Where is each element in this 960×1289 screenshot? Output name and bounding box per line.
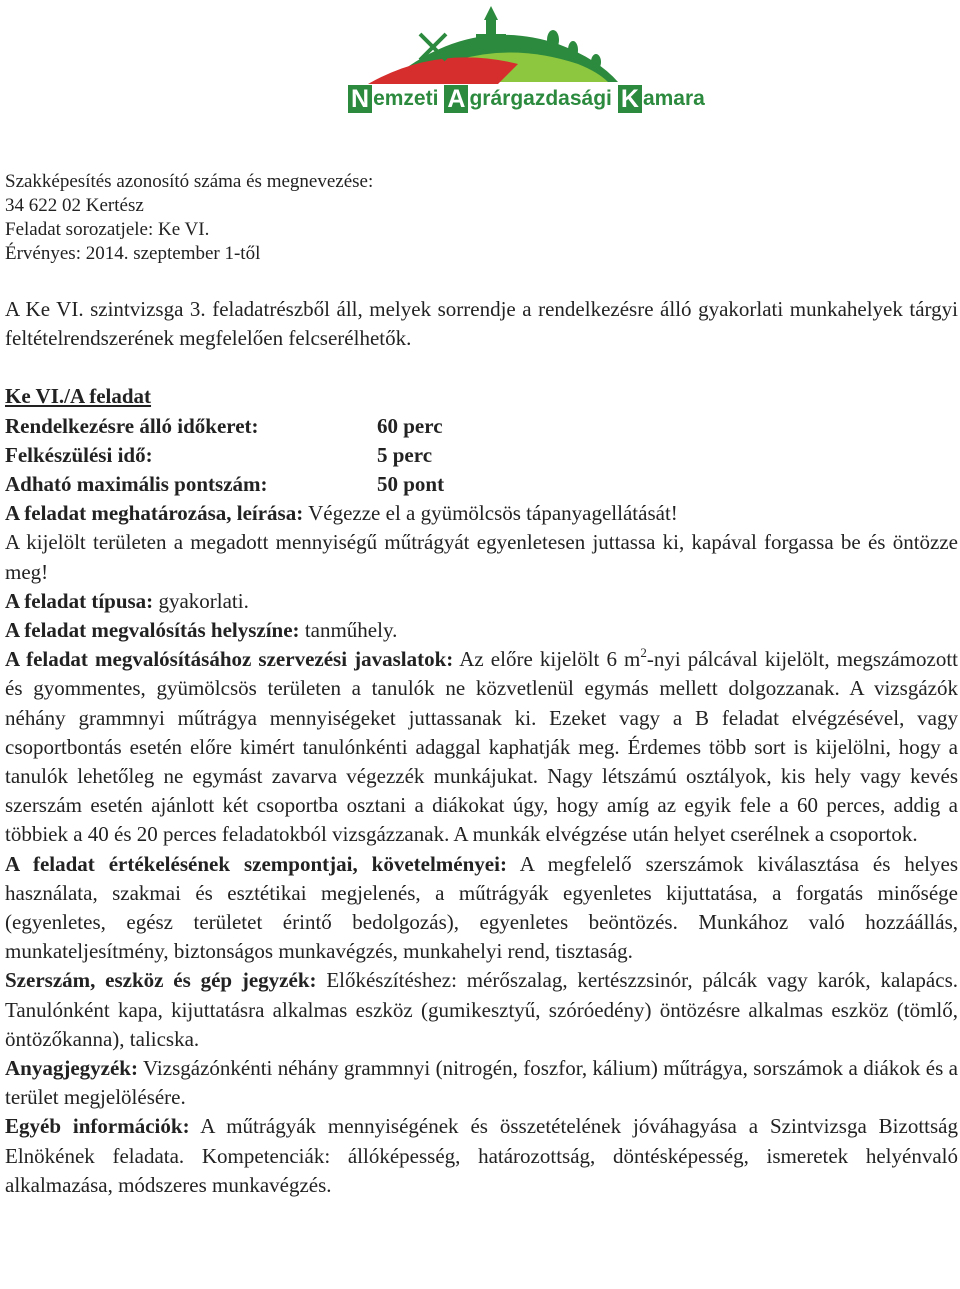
tools-label: Szerszám, eszköz és gép jegyzék: [5, 968, 317, 993]
task-title: Ke VI./A feladat [5, 384, 152, 409]
definition-text: Végezze el a gyümölcsös tápanyagellátását! [303, 501, 678, 526]
document-meta [5, 170, 373, 266]
logo-field-red [368, 57, 518, 84]
other-info-paragraph [5, 1112, 958, 1200]
other-info-text: A műtrágyák mennyiségének és összetételének jóváhagyása a Szintvizsga Bizottság Elnökének feladata. Kompetenciák: állóképesség, határozottság, döntésképesség, ismeretek helyénvaló alkalmazása, módszeres munkavégzés. [5, 1114, 958, 1197]
type-line [5, 587, 958, 616]
place-text: tanműhely. [299, 618, 398, 643]
intro-paragraph: A Ke VI. szintvizsga 3. feladatrészből áll, melyek sorrendje a rendelkezésre álló gyakorlati munkahelyek tárgyi feltételrendszerének megfelelően felcserélhetők. [5, 297, 958, 351]
document-body [5, 295, 958, 1200]
organization-text-b: -nyi pálcával kijelölt, megszámozott és gyommentes, gyümölcsös területen a tanulók ne közvetlenül egymás mellett dolgozzanak. A vizsgázók néhány grammnyi műtrágya mennyiségeket juttassanak ki. Ezeket vagy a B feladat elvégzésével, vagy csoportbontás esetén előre kimért tanulónkénti adaggal kaphatják meg. Érdemes több sort is kijelölni, hogy a tanulók lehetőleg ne egymást zavarva végezzék munkájukat. Nagy létszámú osztályok, kis hely vagy kevés szerszám esetén ajánlott két csoportba osztani a diákokat úgy, hogy amíg az egyik fele a 60 perces, addig a többiek a 40 és 20 perces feladatokból vizsgázzanak. A munkák elvégzése után helyet cserélnek a csoportok. [5, 647, 958, 847]
meta-line-code: 34 622 02 Kertész [5, 195, 144, 216]
organization-sup: 2 [640, 645, 647, 661]
materials-paragraph [5, 1054, 958, 1112]
logo-word-agrargazdasagi: grárgazdasági [469, 87, 612, 110]
logo-initial-n: N [348, 85, 372, 113]
time-row [5, 412, 958, 441]
prep-value: 5 perc [377, 442, 433, 467]
materials-text: Vizsgázónkénti néhány grammnyi (nitrogén, foszfor, kálium) műtrágya, sorszámok a diákok és a terület megjelölésére. [5, 1056, 958, 1110]
logo-church [476, 6, 506, 52]
evaluation-label: A feladat értékelésének szempontjai, követelményei: [5, 851, 507, 876]
logo-initial-a: A [444, 85, 468, 113]
type-label: A feladat típusa: [5, 588, 154, 613]
definition-detail: A kijelölt területen a megadott mennyiségű műtrágyát egyenletesen juttassa ki, kapával forgassa be és öntözze meg! [5, 530, 958, 584]
points-label: Adható maximális pontszám: [5, 472, 268, 497]
prep-row [5, 441, 958, 470]
place-line [5, 616, 958, 645]
logo-word-kamara: amara [642, 87, 705, 110]
meta-line-valid: Érvényes: 2014. szeptember 1-től [5, 243, 261, 264]
meta-line-series: Feladat sorozatjele: Ke VI. [5, 219, 210, 240]
type-text: gyakorlati. [153, 588, 249, 613]
logo-initial-k: K [618, 85, 642, 113]
points-row [5, 470, 958, 499]
place-label: A feladat megvalósítás helyszíne: [5, 618, 300, 643]
tools-text: Előkészítéshez: mérőszalag, kertészzsinór, pálcák vagy karók, kalapács. Tanulónként kapa, kijuttatásra alkalmas eszköz (gumikesztyű, szóróedény) öntözésre alkalmas eszköz (tömlő, öntözőkanna), talicska. [5, 968, 958, 1051]
evaluation-paragraph [5, 850, 958, 967]
evaluation-text: A megfelelő szerszámok kiválasztása és helyes használata, szakmai és esztétikai megjelenés, a műtrágyák egyenletes kijuttatása, a forgatás minősége (egyenletes, egész területet érintő bedolgozás), egyenletes beöntözés. Munkához való hozzáállás, munkateljesítmény, biztonságos munkavégzés, munkahelyi rend, tisztaság. [5, 851, 958, 964]
organization-label: A feladat megvalósításához szervezési javaslatok: [5, 647, 454, 672]
organization-text-a: Az előre kijelölt 6 m [453, 647, 641, 672]
logo-word-nemzeti: emzeti [373, 87, 439, 110]
spacer [5, 353, 958, 382]
other-info-label: Egyéb információk: [5, 1114, 190, 1139]
definition-line [5, 499, 958, 528]
time-label: Rendelkezésre álló időkeret: [5, 413, 259, 438]
meta-line-qualification: Szakképesítés azonosító száma és megnevezése: [5, 171, 374, 192]
prep-label: Felkészülési idő: [5, 442, 153, 467]
materials-label: Anyagjegyzék: [5, 1056, 138, 1081]
organization-paragraph [5, 645, 958, 849]
tools-paragraph [5, 966, 958, 1054]
time-value: 60 perc [377, 413, 443, 438]
points-value: 50 pont [377, 472, 445, 497]
definition-label: A feladat meghatározása, leírása: [5, 501, 304, 526]
logo-wordmark [348, 84, 705, 114]
